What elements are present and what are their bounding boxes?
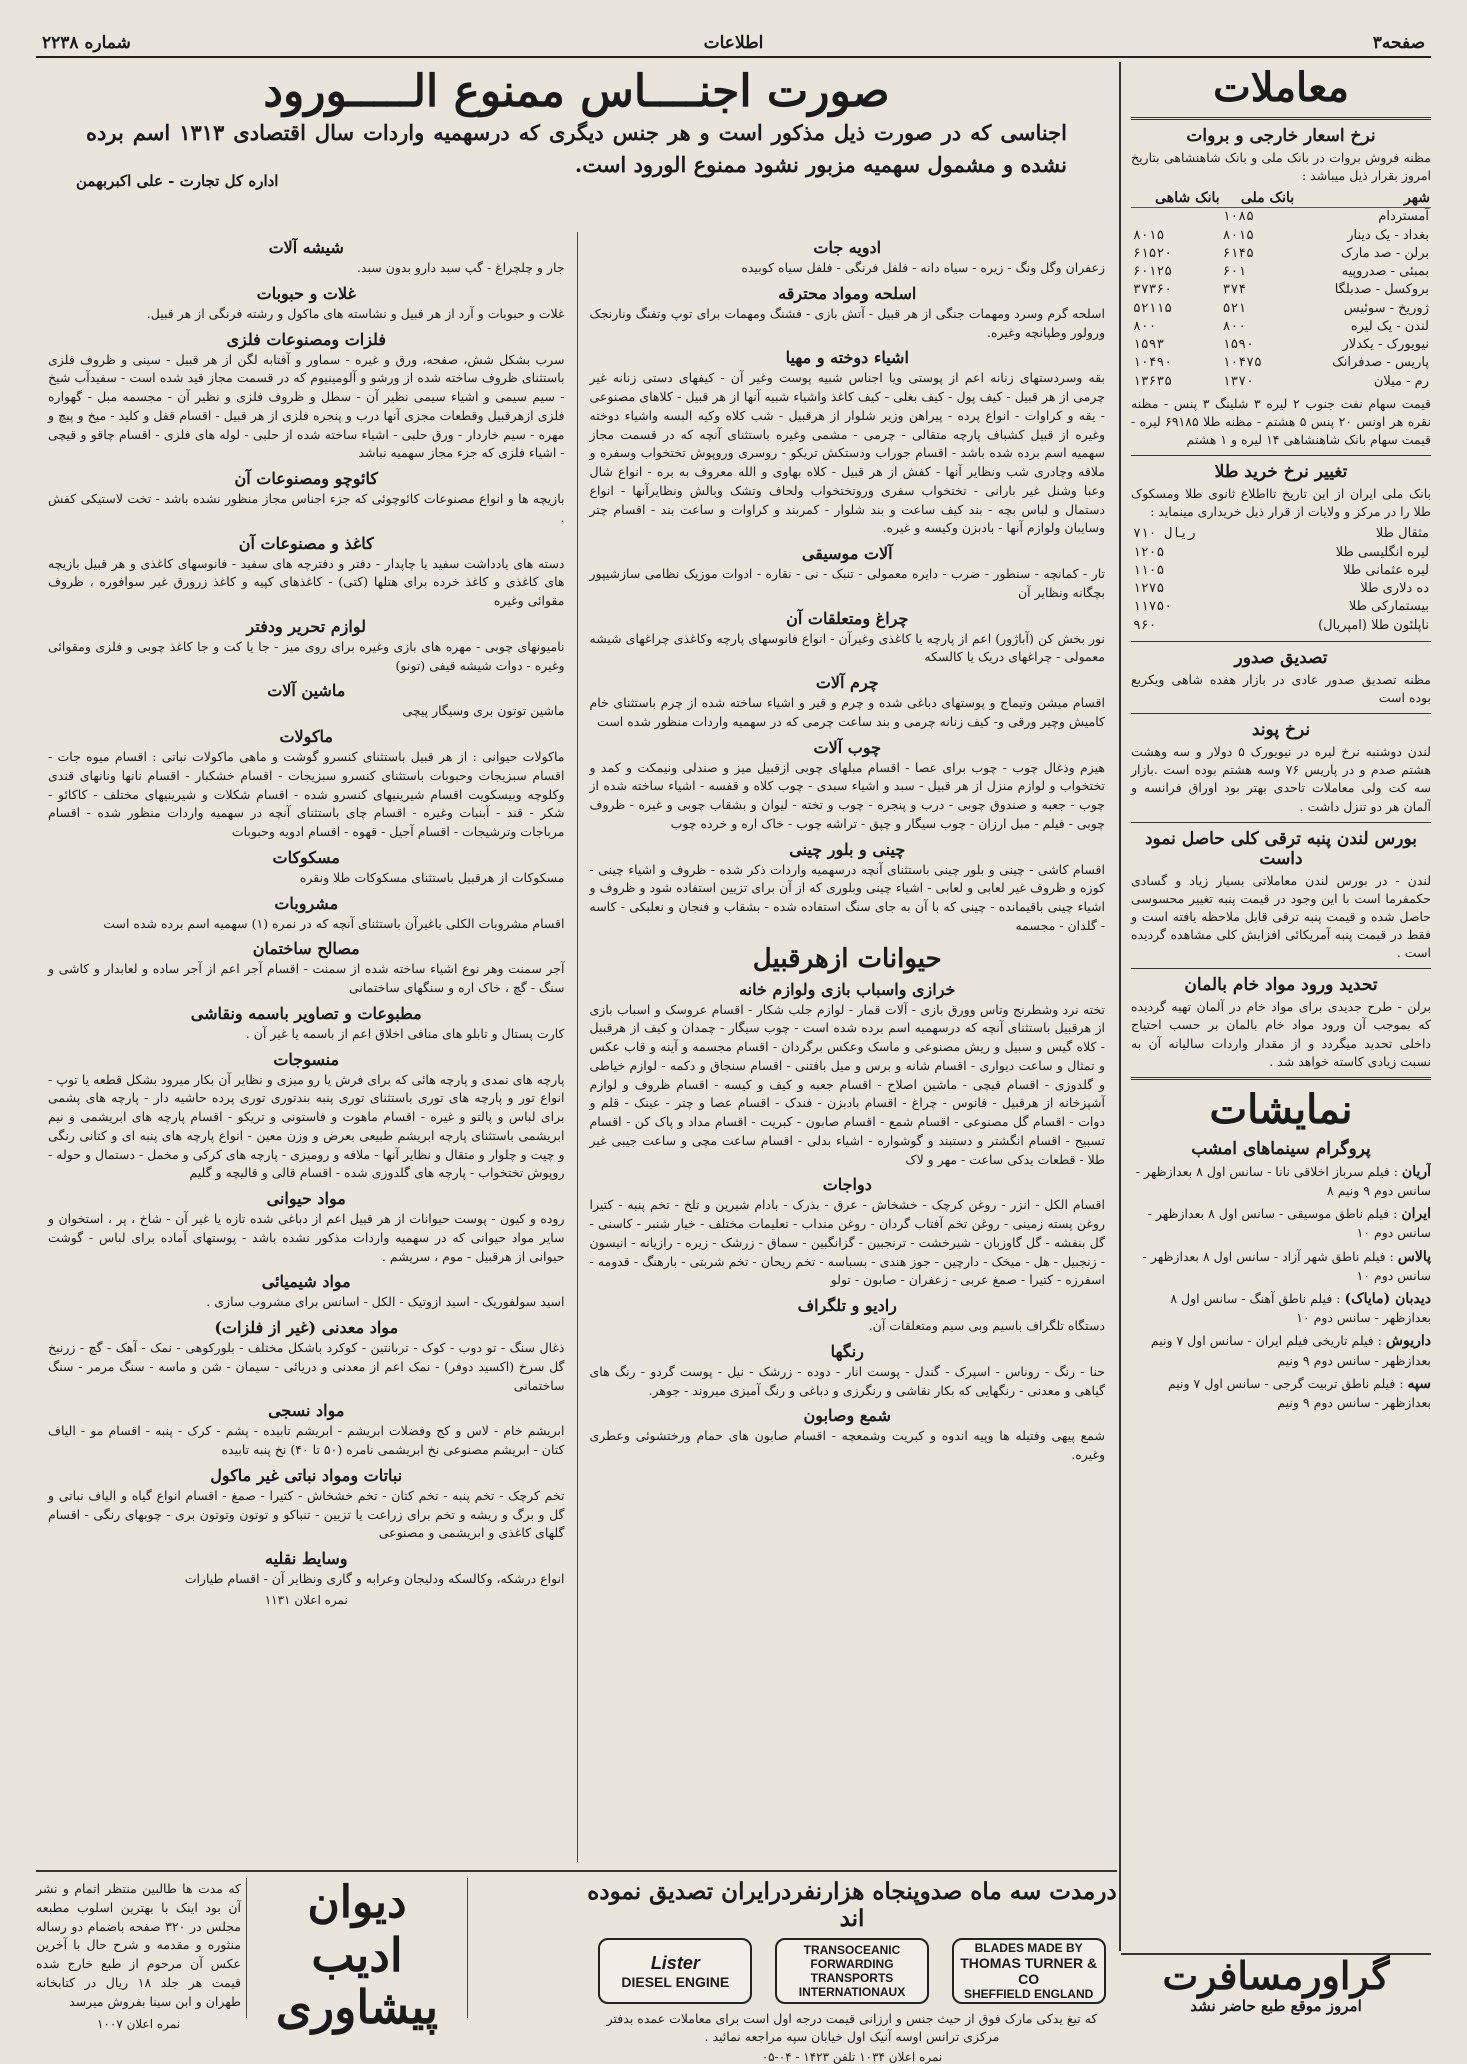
category-heading: رادیو و تلگراف: [797, 1296, 897, 1315]
gold-price: ۱۱۷۵۰: [1133, 599, 1173, 615]
cinema-schedule: فیلم تاریخی فیلم ایران - سانس اول ۷ ونیم بعدازظهر - سانس دوم ۹ ونیم: [1150, 1333, 1431, 1368]
gold-coin: لیره عثمانی طلا: [1343, 562, 1429, 578]
gold-price: ۱۲۰۵: [1133, 544, 1165, 560]
page-header-bar: [36, 30, 1431, 58]
rate-shahi: [1131, 208, 1221, 227]
category-body: سرب بشکل شش، صفحه، ورق و غیره - سماور و آفتابه لگن از هر قبیل - سینی و ظروف فلزی باستثنای ظروف ساخته شده از ورشو و آلومینیوم که در قسمت مجاز قید شده است - سفیدآب شیخ - سیم سیمی و اشیاء سیمی نظیر آن - سطل و ظروف فلزی و نظیر آن - مجسمه مبل - گهواره فلزی ازهرقبیل وقطعات مجزی آنها درب و پنجره فلزی از هر قبیل - اقسام قفل و کلید - میخ و پیچ و مهره - سیم خاردار - ورق حلبی - اشیاء ساخته شده از حلبی - لوله های فلزی - اقسام چاقو و قیچی - اشیاء فلزی که جزء مجاز سهمیه نباشد: [48, 351, 565, 461]
category-heading: مواد نسجی: [268, 1401, 345, 1421]
category-body: شمع پیهی وفتیله ها وپیه اندوه و کبریت وشمعچه - اقسام صابون های حمام ورختشوئی وعطری وغیره.: [589, 1428, 1105, 1462]
turner-logo-name: THOMAS TURNER & CO: [960, 1955, 1098, 1987]
transoceanic-logo: [775, 1938, 929, 2004]
divider: [1131, 713, 1431, 714]
divan-ad-title-box: [246, 1877, 468, 2035]
rate-melli: ۱۳۷۰: [1222, 373, 1254, 389]
article-byline: اداره کل تجارت - علی اکبربهمن: [76, 172, 279, 190]
cinema-program-heading: پروگرام سینماهای امشب: [1191, 1138, 1371, 1159]
category-body: جار و چلچراغ - گپ سبد دارو بدون سبد.: [356, 260, 565, 275]
category-body: غلات و حبوبات و آرد از هر قبیل و نشاسته های ماکول و رشته فرنگی از هر قبیل.: [146, 305, 565, 321]
export-cert-body: مظنه تصدیق صدور عادی در بازار هفده شاهی ویکربع بوده است: [1131, 671, 1431, 705]
category-body: هیزم وذغال چوب - چوب برای عصا - اقسام مبلهای چوبی ازقبیل میز و صندلی ونیمکت و کمد و تختخواب و لوازم منزل از هر قبیل - سبد و اشیاء سبدی - چوب کلاه و قفسه - اشیاء ساخته شده از چوب - جعبه و صندوق چوبی - درب و پنجره - چوب و تخته - لیوان و بشقاب چوبی و غیره - ظروف چوبی - فیلم - مبل ارزان - چوب سیگار و چپق - تراشه چوب - خاک اره و خرده چوب: [589, 759, 1105, 831]
rate-row: [1131, 354, 1431, 372]
rates-col-shahi: بانک شاهی: [1131, 189, 1221, 208]
banned-goods-article: [36, 62, 1117, 1862]
rate-melli: ۱۰۴۷۵: [1222, 355, 1262, 371]
rates-note: مظنه فروش بروات در بانک ملی و بانک شاهنشاهی بتاریخ امروز بقرار ذیل میباشد :: [1131, 150, 1431, 184]
divider: [1131, 1077, 1431, 1080]
category-body: اسلحه گرم وسرد ومهمات جنگی از هر قبیل - آتش بازی - فشنگ ومهمات برای توپ وتفنگ ونارنجک ورولور وطپانچه وغیره.: [589, 305, 1105, 340]
article-headline: صورت اجنــــاس ممنوع الـــــورود: [263, 66, 890, 117]
divan-word: دیوان: [307, 1877, 407, 1928]
category-heading: چرم آلات: [815, 673, 879, 692]
cinema-name: پالاس: [1397, 1248, 1431, 1265]
gold-coin: بیستمارکی طلا: [1348, 599, 1429, 615]
category-heading: ادویه جات: [813, 238, 882, 257]
rate-city: برلن - صد مارک: [1340, 245, 1429, 261]
gold-row: [1131, 580, 1431, 598]
category-heading: اشیاء دوخته و مهیا: [785, 348, 909, 368]
category-heading: مواد معدنی (غیر از فلزات): [214, 1318, 399, 1337]
rate-shahi: ۵۲۱۱۵: [1133, 300, 1173, 316]
gold-price: ۹۶۰: [1133, 617, 1157, 633]
transoceanic-logo-top: TRANSOCEANIC FORWARDING: [803, 1943, 901, 1971]
category-body: ماشین توتون بری وسیگار پیچی: [402, 703, 565, 719]
razor-blades-ad: [587, 1878, 1117, 2064]
category-heading: اسلحه ومواد محترقه: [778, 283, 917, 303]
divan-poet-name: ادیب پیشاوری: [275, 1927, 439, 2035]
rate-city: لندن - یک لیره: [1350, 318, 1429, 334]
category-body: زعفران وگل ونگ - زیره - سیاه دانه - فلفل فرنگی - فلفل سیاه کوبیده: [741, 260, 1105, 275]
rate-city: پاریس - صدفرانک: [1332, 355, 1429, 371]
category-heading: چوب آلات: [813, 737, 881, 757]
cinema-schedule: فیلم ناطق موسیقی - سانس اول ۸ بعدازظهر - سانس دوم ۱۰: [1147, 1206, 1431, 1241]
category-body: تخته نرد وشطرنج وتاس وورق بازی - آلات قمار - لوازم جلب شکار - اقسام عروسک و اسباب بازی از هرقبیل باستثنای آنچه که درسهمیه اسم برده شده است - چوب سیگار - چمدان و کیف از هرقبیل - کلاه گیس و سبیل و ریش مصنوعی و ماسک وعکس برگردان - اقسام مجسمه و آینه و قاب عکس و تمثال و ساعت دیواری - اقسام شانه و برس و میل بافتنی - اقسام سنجاق و دکمه - لوازم خیاطی و گلدوزی - اقسام قیچی - ماشین اصلاح - اقسام جعبه و کیف و کیسه - اقسام ظروف و لوازم آشپزخانه از هرقبیل - فانوس - چراغ - اقسام بادبزن - فندک - اقسام عصا و چتر - عینک - قلم و دوات - اقسام گل مصنوعی - اقسام شمع - اقسام صابون - کبریت - اقسام مداد و پاک کن - اقسام تسبیح - اقسام انگشتر و دستبند و گوشواره - اشیاء بدلی - اقسام ساعت مچی و ساعت جیبی غیر طلا - قطعات یدکی ساعت - مهر و لاک: [589, 1001, 1105, 1167]
travel-engraving-box: [1121, 1953, 1431, 2017]
category-heading: مطبوعات و تصاویر باسمه ونقاشی: [190, 1003, 422, 1023]
gold-row: [1131, 617, 1431, 635]
razor-ad-body: که تیغ یدکی مارک فوق از حیث جنس و ارزانی قیمت درجه اول است برای معاملات عمده بدفتر مرکزی ترانس اوسه آنیک اول خیابان سپه مراجعه نمائید .: [606, 2011, 1098, 2045]
rate-shahi: ۱۰۴۹۰: [1133, 355, 1173, 371]
rate-city: بروکسل - صدبلگا: [1334, 282, 1429, 298]
rate-city: بغداد - یک دینار: [1347, 227, 1429, 243]
thomas-turner-logo: [952, 1938, 1106, 2004]
gold-row: [1131, 562, 1431, 580]
cinema-item: ایران : فیلم ناطق موسیقی - سانس اول ۸ بعدازظهر - سانس دوم ۱۰: [1147, 1206, 1431, 1241]
divan-ad-body: که مدت ها طالبین منتظر اتمام و نشر آن بود اینک با بهترین اسلوب مطبعه مجلس در ۳۲۰ صفحه باضمام دو رساله منثوره و مقدمه و شرح حال با آخرین عکس آن مرحوم از طبع خارج شده قیمت هر جلد ۱۸ ریال در کتابخانه طهران و ابن سینا بفروش میرسد: [36, 1881, 241, 2009]
shows-title: نمایشات: [1209, 1085, 1353, 1133]
issue-number: شماره ۲۲۳۸: [42, 33, 131, 53]
rate-shahi: ۱۵۹۳: [1133, 337, 1165, 352]
rate-row: [1131, 263, 1431, 281]
category-heading: دواجات: [822, 1175, 872, 1195]
cinema-schedule: فیلم ناطق تربیت گرجی - سانس اول ۷ ونیم بعدازظهر - سانس دوم ۹ ونیم: [1167, 1375, 1431, 1411]
gold-row: [1131, 598, 1431, 616]
cinema-list: [1131, 1162, 1431, 1413]
category-heading: نباتات ومواد نباتی غیر ماکول: [210, 1465, 403, 1485]
category-body: نور بخش کن (آباژور) اعم از پارچه یا کاغذی وغیرآن - انواع فانوسهای پارچه وکاغذی چراغهای شیشه معمولی - چراغهای دریک یا کالسکه: [589, 630, 1105, 665]
rate-melli: ۳۷۴: [1222, 282, 1247, 298]
rates-table: [1131, 189, 1431, 391]
lister-logo: [598, 1938, 752, 2004]
divider: [1131, 455, 1431, 456]
rate-shahi: ۶۱۵۲۰: [1133, 245, 1173, 261]
category-heading: مصالح ساختمان: [252, 939, 360, 959]
rate-row: [1131, 245, 1431, 263]
category-body: بازیچه ها و انواع مصنوعات کائوچوئی که جزء اجناس مجاز منظور نشده باشد - تخت لاستیکی کفش .: [48, 491, 565, 525]
category-heading: مسکوکات: [272, 847, 340, 867]
gold-note: بانک ملی ایران از این تاریخ تااطلاع ثانوی طلا ومسکوک طلا را در مرکز و ولایات از قرار ذیل خریداری مینماید :: [1131, 486, 1431, 520]
cinema-item: سپه : فیلم ناطق تربیت گرجی - سانس اول ۷ ونیم بعدازظهر - سانس دوم ۹ ونیم: [1167, 1375, 1431, 1411]
gold-row: [1131, 544, 1431, 562]
category-body: مسکوکات از هرقبیل باستثنای مسکوکات طلا ونقره: [299, 869, 565, 885]
category-heading: مشروبات: [274, 893, 339, 913]
cinema-item: پالاس : فیلم ناطق شهر آزاد - سانس اول ۸ بعدازظهر - سانس دوم ۱۰: [1142, 1248, 1431, 1283]
article-columns: [36, 232, 1117, 1862]
rate-city: نیویورک - یکدلار: [1342, 337, 1429, 352]
category-body: روده و کیون - پوست حیوانات از هر قبیل اعم از دباغی شده تازه یا غیر آن - شاخ ، پر ، استخوان و سایر مواد حیوانی که در سهمیه واردات مذکور نشده باشد - پوستهای آماده برای لباس - گوشت حیوانی از هرقبیل - موم ، سریشم .: [48, 1211, 565, 1264]
gold-coin: مثقال طلا: [1375, 526, 1429, 542]
category-body: انواع درشکه، وکالسکه ودلیجان وعرابه و گاری ونظایر آن - اقسام طیارات: [184, 1571, 565, 1586]
category-body: ماکولات حیوانی : از هر قبیل باستثنای کنسرو گوشت و ماهی ماکولات نباتی : اقسام میوه جات - اقسام سبزیجات وحبوبات باستثنای کنسرو سبزیجات - اقسام خشکبار - اقسام نانها ونانهای قندی وکلوچه وبیسکویت اقسام شیرینیهای کنسرو شده - اقسام شکلات و شیرینیهای مختلف - کاکائو - شکر - قند - آبنبات وغیره - اقسام چای باستثنای آنچه در سهمیه واردات منظور شده - اقسام مرباجات وترشیجات - اقسام آجیل - قهوه - اقسام ادویه وحبوبات: [48, 749, 565, 839]
category-heading: کاغذ و مصنوعات آن: [238, 533, 374, 553]
transoceanic-logo-bottom: TRANSPORTS INTERNATIONAUX: [798, 1971, 906, 1999]
turner-logo-place: SHEFFIELD ENGLAND: [963, 1987, 1094, 2001]
article-column-left: [36, 232, 577, 1862]
category-heading: خرازی واسباب بازی ولوازم خانه: [739, 979, 956, 999]
rate-melli: ۵۲۱: [1222, 300, 1247, 316]
divan-ad-text: [36, 1880, 241, 2033]
category-body: اقسام میشن وتیماج و پوستهای دباغی شده و چرم و قیر و اشیاء ساخته شده از چرم باستثنای خام کامیش وچیر ورقی و- کیف زنانه چرمی و بند ساعت چرمی که در سهمیه واردات منظور شده است: [589, 695, 1105, 729]
divider: [1131, 641, 1431, 642]
rates-col-city: شهر: [1295, 189, 1431, 208]
gold-price: ۱۱۰۵: [1133, 562, 1165, 578]
gold-table: [1131, 525, 1431, 635]
rate-shahi: ۸۰۱۵: [1133, 227, 1165, 243]
cinema-name: ایران: [1401, 1206, 1431, 1223]
category-body: اسید سولفوریک - اسید ازوتیک - الکل - اسانس برای مشروب سازی .: [206, 1294, 565, 1310]
pound-heading: نرخ پوند: [1251, 720, 1311, 741]
category-heading: ماشین آلات: [267, 681, 346, 701]
category-heading: لوازم تحریر ودفتر: [246, 616, 366, 636]
divan-ad-number: نمره اعلان ۱۰۰۷: [96, 2017, 181, 2032]
rate-shahi: ۶۰۱۲۵: [1133, 264, 1173, 279]
ad-logos: [587, 1938, 1117, 2004]
gold-coin: ده دلاری طلا: [1360, 581, 1429, 597]
category-heading: مواد حیوانی: [266, 1189, 346, 1208]
category-heading: چینی و بلور چینی: [789, 839, 906, 859]
gold-price: ۷۱۰ ریال: [1133, 526, 1196, 542]
category-heading: ماکولات: [279, 727, 333, 746]
cinema-name: سپه: [1407, 1375, 1431, 1392]
travel-engraving-title: گراورمسافرت: [1162, 1953, 1390, 1998]
category-heading: رنگها: [830, 1341, 864, 1361]
category-body: اقسام کاشی - چینی و بلور چینی باستثنای آنچه درسهمیه واردات ذکر شده - ظروف و اشیاء چینی - کوزه و ظروف غیر لعابی و لعابی - اشیاء چینی وبلوری که از آن برای تزیین استفاده شود و ظروف و اشیاء چینی باقیمانده - چینی که با آن به جای سنگ استفاده شده - بشقاب و فنجان و نعلبکی - کاسه - گلدان - مجسمه: [589, 861, 1105, 933]
cinema-schedule: فیلم سرباز اخلاقی نانا - سانس اول ۸ بعدازظهر - سانس دوم ۹ ونیم ۸: [1135, 1163, 1431, 1199]
cinema-schedule: فیلم ناطق آهنگ - سانس اول ۸ بعدازظهر - سانس دوم ۱۰: [1170, 1291, 1431, 1326]
category-body: بقه وسردستهای زنانه اعم از پوستی ویا اجناس شبیه پوست وغیر آن - کیفهای دستی زنانه غیر چرمی از هر قبیل - کیف پول - کیف بغلی - کیف کاغذ واشیاء شبیه آنها از هر قبیل - کلاهای مصنوعی - یقه و کراوات - انواع پرده - پیراهن وزیر شلوار از هرقبیل - شب کلاه وکیه البسه واشیاء دوخته وغیره از قبیل کشباف پارچه متقالی - چرمی - مشمی وغیره باستثنای آنچه که در قسمت مجاز سهمیه اسم برده شده باشد - اقسام جوراب ودستکش تریکو - روسری وروپوش تختخواب وسفره و ملافه وچادری شب ونظایر آنها - کفش از هر قبیل - کلاه بهاوی و الله معروف به بره - انواع شال وعبا وشنل غیر بارانی - تختخواب سفری وروتختخواب ولحاف وتشک وبالش ونظایرآنها - انواع دستمال و لباس بچه - بند کیف ساعت و بند شلوار - کمربند و کراوات و ساعت بند - اقسام چتر وسایبان ولوازم آنها - بادبزن وکیسه و غیره.: [589, 370, 1105, 536]
rate-city: بمبئی - صدروپیه: [1341, 264, 1429, 279]
gold-coin: لیره انگلیسی طلا: [1335, 544, 1429, 560]
gold-price: ۱۲۷۵: [1133, 581, 1165, 597]
category-body: نامیونهای چوبی - مهره های بازی وغیره برای روی میز - جا یا کت و جا کاغذ چوبی و فلزی ومقوائی وغیره - دوات شیشه قیفی (تونو): [48, 638, 565, 673]
category-body: حنا - رنگ - روناس - اسپرک - گندل - پوست انار - دوده - زرشک - نیل - پوست گردو - رنگ های گیاهی و معدنی - رنگهایی که بکار نقاشی و رنگرزی و دباغی و رنگ آمیزی میروند - جوهر.: [589, 1363, 1105, 1398]
page-number: صفحه۳: [1372, 33, 1425, 53]
lister-logo-brand: Lister: [650, 1952, 700, 1973]
cinema-name: آریان: [1401, 1163, 1431, 1180]
cinema-item: دیدبان (مایاک) : فیلم ناطق آهنگ - سانس اول ۸ بعدازظهر - سانس دوم ۱۰: [1170, 1291, 1431, 1326]
paper-name: اطلاعات: [703, 33, 764, 53]
category-heading: منسوجات: [273, 1049, 340, 1069]
rate-city: ژوریخ - سوئیس: [1343, 300, 1429, 316]
turner-logo-top: BLADES MADE BY: [974, 1941, 1083, 1955]
razor-ad-number: نمره اعلان ۱۰۳۴ تلفن ۱۴۲۳ - ۰۴-۰۵: [761, 2050, 943, 2064]
lister-logo-text: DIESEL ENGINE: [621, 1973, 730, 1990]
rate-row: [1131, 300, 1431, 318]
rate-row: [1131, 227, 1431, 245]
article-ad-number: نمره اعلان ۱۱۳۱: [264, 1592, 348, 1607]
raw-materials-body: برلن - طرح جدیدی برای مواد خام در آلمان تهیه گردیده که بموجب آن ورود مواد خام بالمان بر حسب احتیاج داخلی تحدید میگردد و از مقدار واردات سالیانه آن به نسبت زیادی کاسته خواهد شد .: [1131, 999, 1431, 1069]
pound-body: لندن دوشنبه نرخ لیره در نیویورک ۵ دولار و سه وهشت هشتم صدم و در پاریس ۷۶ وسه هشتم بوده است .بازار سه کت ولی معاملات تاحدی بهتر بود اوراق فرانسه و آلمان هر دو تنزل داشت .: [1131, 744, 1431, 814]
export-cert-heading: تصدیق صدور: [1234, 647, 1328, 668]
transactions-column: [1119, 62, 1431, 1951]
cinema-schedule: فیلم ناطق شهر آزاد - سانس اول ۸ بعدازظهر - سانس دوم ۱۰: [1142, 1248, 1431, 1283]
article-column-right: [577, 232, 1118, 1862]
category-heading: آلات موسیقی: [801, 544, 893, 563]
rate-shahi: ۳۷۳۶۰: [1133, 282, 1173, 298]
transactions-title: معاملات: [1213, 64, 1349, 111]
divider: [1131, 968, 1431, 969]
category-body: آجر سمنت وهر نوع اشیاء ساخته شده از سمنت - اقسام آجر اعم از آجر ساده و لعابدار و کاشی و سنگ - گچ ، خاک اره و سنگهای ساختمانی: [48, 961, 565, 995]
rate-melli: ۶۰۱: [1222, 264, 1247, 279]
category-body: اقسام مشروبات الکلی باغیرآن باستثنای آنچه که در نمره (۱) سهمیه اسم برده شده است: [103, 915, 565, 931]
bourse-heading: بورس لندن پنبه ترقی کلی حاصل نمود داست: [1144, 828, 1418, 869]
category-body: اقسام الکل - انزر - روغن کرچک - خشخاش - عرق - بذرک - بادام شیرین و تلخ - تخم پنبه - کتیرا روغن پسته زمینی - روغن تخم آفتاب گردان - روغن منداب - تعلیمات مختلف - خیار شنبر - کاسنی - گل بنفشه - گل گاوزبان - شیرخشت - ترنجبین - گزانگبین - سماق - زرشک - زیره - رازیانه - انیسون - زنجبیل - هل - میخک - دارچین - جوز هندی - بسباسه - تخم ریحان - تخم شربتی - بارهنگ - قدومه - اسفرزه - کتیرا - صمغ عربی - زعفران - صابون - تولو: [589, 1197, 1105, 1288]
category-body: تار - کمانچه - سنطور - ضرب - دایره معمولی - تنبک - نی - نقاره - ادوات موزیک نظامی سازشیپور بچگانه ونظایر آن: [589, 566, 1105, 600]
rate-row: [1131, 373, 1431, 391]
category-body: تخم کرچک - تخم پنبه - تخم کتان - تخم خشخاش - کتیرا - صمغ - اقسام انواع گیاه و الیاف نباتی و گل و برگ و ریشه و تخم برای زراعت یا تزیین - تنباکو و توتون وتوتون بری - چوبهای رنگی - اقسام گلهای کاغذی و ابریشمی و مصنوعی: [48, 1487, 565, 1541]
rate-city: آمستردام: [1378, 209, 1429, 225]
divider: [1131, 822, 1431, 823]
gold-row: [1131, 525, 1431, 543]
category-heading: چراغ ومتعلقات آن: [786, 608, 909, 628]
bottom-ads-row: [36, 1870, 1117, 2064]
category-body: پارچه های نمدی و پارچه هائی که برای فرش یا رو میزی و نظایر آن بکار میرود بشکل قطعه یا توپ - انواع تور و پارچه های توری باستثنای توری پنبه بندتوری توری پرده حاشیه دار - پارچه های پشمی برای لباس و پالتو و غیره - اقسام ماهوت و فاستونی و تریکو - اقسام پارچه های ابریشمی و نیم ابریشمی باستثنای پارچه ابریشم طبیعی بعرض و وزن معین - انواع پارچه های پنبه ای و کتانی رنگی و چیت و چلوار و متقال و نظایر آنها - ملافه و رومیزی - پارچه های کرکی و مخمل - دستمال و حوله - روپوش تختخواب - پارچه های گلدوزی شده - اقسام قالی و قالیچه و گلیم: [48, 1071, 565, 1181]
cinema-item: داریوش : فیلم تاریخی فیلم ایران - سانس اول ۷ ونیم بعدازظهر - سانس دوم ۹ ونیم: [1150, 1333, 1431, 1368]
gold-heading: تغییر نرخ خرید طلا: [1214, 462, 1348, 483]
cinema-item: آریان : فیلم سرباز اخلاقی نانا - سانس اول ۸ بعدازظهر - سانس دوم ۹ ونیم ۸: [1135, 1163, 1431, 1199]
category-heading: کائوچو ومصنوعات آن: [234, 469, 378, 488]
rate-row: [1131, 208, 1431, 227]
category-body: ذغال سنگ - تو دوب - کوک - تربانتین - کوکرد باشکل مختلف - بلورکوهی - نمک - آهک - گچ - زرنیخ گل سرخ (اکسید دوفر) - نمک اعم از معدنی و دریائی - سیمان - شن و ماسه - سنگ مرمر - سنگ ساختمانی: [48, 1340, 565, 1393]
bourse-body: لندن - در بورس لندن معاملاتی بسیار زیاد و گسادی حکمفرما است با این وجود در قیمت پنبه تغییر محسوسی حاصل شده و قیمت پنبه ترقی قابل ملاحظه یافته است و فقط در قیمت پنبه آمریکائی افزایش کلی مشاهده گردیده است .: [1131, 872, 1431, 961]
category-heading: فلزات ومصنوعات فلزی: [226, 329, 386, 349]
category-heading: شیشه آلات: [268, 238, 344, 257]
rate-shahi: ۸۰۰: [1133, 318, 1157, 334]
rate-melli: ۸۰۰: [1222, 318, 1247, 334]
gold-coin: ناپلئون طلا (امپریال): [1318, 617, 1429, 633]
rate-row: [1131, 336, 1431, 354]
travel-engraving-note: امروز موقع طبع حاضر نشد: [1190, 1996, 1362, 2015]
cinema-name: داریوش: [1385, 1333, 1431, 1350]
razor-ad-headline: درمدت سه ماه صدوپنجاه هزارنفردرایران تصدیق نموده اند: [587, 1878, 1117, 1932]
category-heading: شمع وصابون: [803, 1406, 891, 1426]
category-body: دستگاه تلگراف باسیم وبی سیم ومتعلقات آن.: [868, 1318, 1105, 1333]
rate-row: [1131, 318, 1431, 336]
rates-footnote: قیمت سهام نفت جنوب ۲ لیره ۳ شلینگ ۳ پنس - مظنه نقره هر اونس ۲۰ پنس ۵ هشتم - مظنه طلا ۶۹۱۸۵ لیره - قیمت سهام بانک شاهنشاهی ۱۴ لیره و ۱ هشتم: [1131, 395, 1431, 447]
rate-melli: ۱۰۸۵: [1222, 209, 1254, 225]
rates-heading: نرخ اسعار خارجی و بروات: [1186, 126, 1376, 146]
raw-materials-heading: تحدید ورود مواد خام بالمان: [1184, 975, 1378, 996]
article-intro: اجناسی که در صورت ذیل مذکور است و هر جنس دیگری که درسهمیه واردات سال اقتصادی ۱۳۱۳ اسم برده نشده و مشمول سهمیه مزبور نشود ممنوع الورود است.: [86, 120, 1067, 177]
rate-shahi: ۱۳۶۳۵: [1133, 373, 1173, 389]
category-body: کارت پستال و تابلو های منافی اخلاق اعم از باسمه یا غیر آن .: [245, 1025, 565, 1041]
rate-melli: ۱۵۹۰: [1222, 337, 1254, 352]
rate-melli: ۶۱۴۵: [1222, 245, 1254, 261]
category-heading: مواد شیمیائی: [261, 1272, 351, 1292]
category-heading: وسایط نقلیه: [265, 1549, 348, 1568]
rate-row: [1131, 281, 1431, 299]
rate-city: رم - میلان: [1373, 373, 1429, 389]
section-big-heading: حیوانات ازهرقبیل: [752, 943, 942, 974]
divider: [1131, 117, 1431, 120]
rates-col-melli: بانک ملی: [1221, 189, 1295, 208]
category-heading: غلات و حبوبات: [256, 283, 356, 303]
category-body: دسته های یادداشت سفید یا چاپدار - دفتر و دفترچه های سفید - فانوسهای کاغذی و هر قبیل بازیچه های کاغذی و کاغذ خرده برای هتلها (کتی) - کاغذهای کپیه و کاغذ زرورق غیر سوافوره ، ظروف مقوائی وغیره: [48, 555, 565, 608]
cinema-name: دیدبان (مایاک): [1344, 1291, 1431, 1308]
category-body: ابریشم خام - لاس و کج وفضلات ابریشم - ابریشم تابیده - پشم - کرک - پنبه - اقسام مو - الیاف کتان - ابریشم مصنوعی نخ ابریشمی نامره (۵۰ تا ۴۰) نخ پنبه تابیده: [48, 1423, 565, 1457]
rate-melli: ۸۰۱۵: [1222, 227, 1254, 243]
